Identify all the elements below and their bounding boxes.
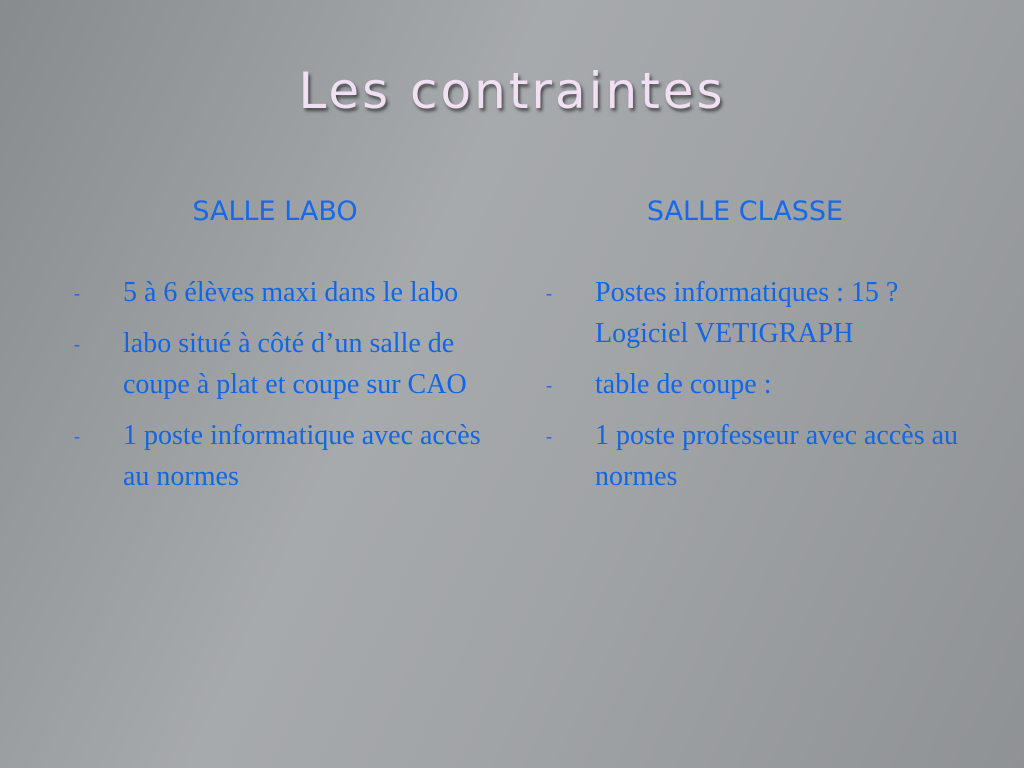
dash-bullet-icon: - — [74, 426, 80, 446]
bullet-list-salle-labo — [74, 272, 504, 507]
bullet-text: table de coupe : — [595, 369, 772, 400]
list-item — [74, 323, 504, 405]
list-item — [74, 272, 504, 313]
list-item — [74, 415, 504, 497]
dash-bullet-icon: - — [74, 334, 80, 354]
dash-bullet-icon: - — [546, 426, 552, 446]
bullet-text: 5 à 6 élèves maxi dans le labo — [123, 277, 459, 308]
list-item — [546, 415, 966, 497]
column-header-salle-labo: SALLE LABO — [192, 196, 358, 227]
dash-bullet-icon: - — [74, 283, 80, 303]
dash-bullet-icon: - — [546, 375, 552, 395]
bullet-text: labo situé à côté d’un salle de coupe à plat et coupe sur CAO — [123, 328, 467, 400]
bullet-list-salle-classe — [546, 272, 966, 507]
list-item — [546, 364, 966, 405]
slide-title: Les contraintes — [298, 62, 726, 120]
column-header-salle-classe: SALLE CLASSE — [646, 196, 844, 227]
bullet-text: 1 poste informatique avec accès au normes — [123, 420, 481, 492]
dash-bullet-icon: - — [546, 283, 552, 303]
bullet-text: Postes informatiques : 15 ? Logiciel VETIGRAPH — [595, 277, 899, 349]
bullet-text: 1 poste professeur avec accès au normes — [595, 420, 959, 492]
list-item — [546, 272, 966, 354]
